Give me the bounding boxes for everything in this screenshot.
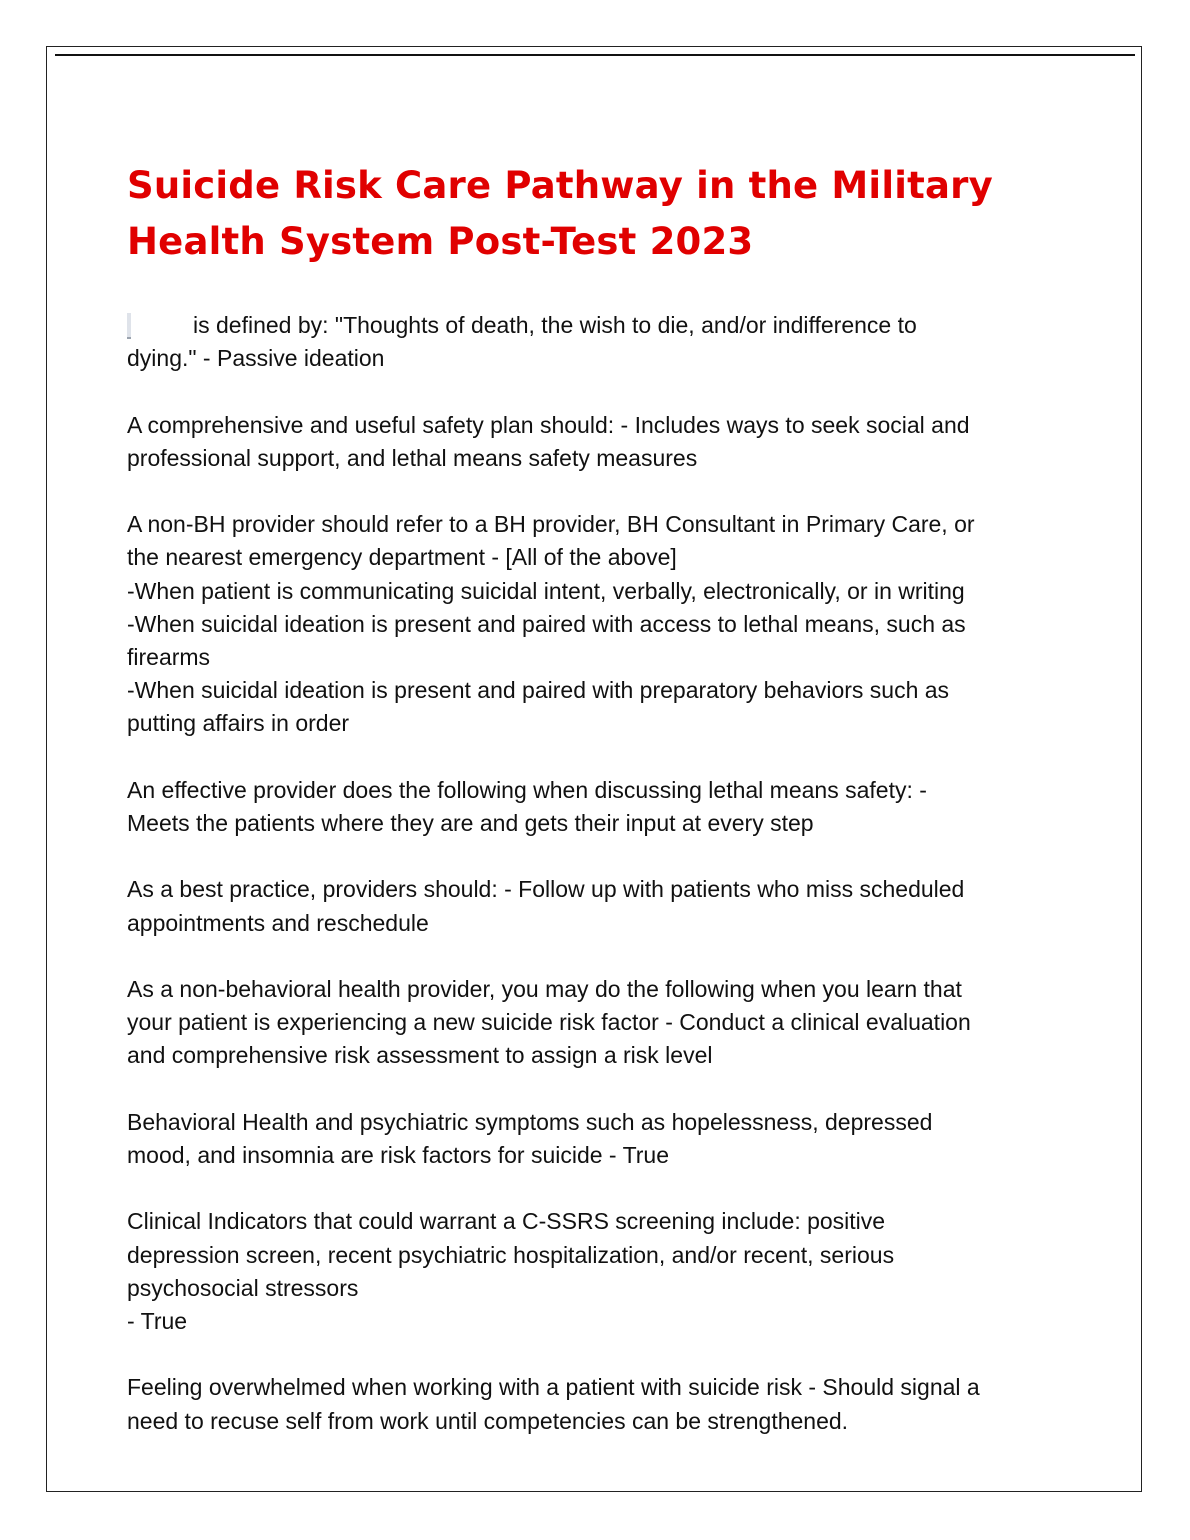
qa-item — [127, 774, 1077, 840]
qa-item — [127, 1205, 1077, 1338]
qa-line: - True — [127, 1307, 188, 1334]
blank-placeholder — [127, 313, 131, 339]
qa-line: need to recuse self from work until competencies can be strengthened. — [127, 1407, 849, 1434]
qa-item — [127, 1106, 1077, 1172]
qa-line: -When suicidal ideation is present and paired with preparatory behaviors such as — [127, 677, 950, 704]
title-line-1: Suicide Risk Care Pathway in the Military — [127, 164, 993, 207]
qa-line: Meets the patients where they are and gets their input at every step — [127, 810, 814, 836]
qa-line: -When patient is communicating suicidal intent, verbally, electronically, or in writing — [127, 577, 965, 604]
qa-line: psychosocial stressors — [127, 1274, 359, 1301]
qa-line: Clinical Indicators that could warrant a C-SSRS screening include: positive — [127, 1208, 886, 1235]
qa-item — [127, 873, 1077, 939]
qa-line: mood, and insomnia are risk factors for suicide - True — [127, 1141, 670, 1168]
qa-line: A non-BH provider should refer to a BH provider, BH Consultant in Primary Care, or — [127, 511, 975, 538]
qa-line: appointments and reschedule — [127, 909, 429, 936]
qa-item — [127, 309, 1077, 375]
qa-item — [127, 1371, 1077, 1437]
qa-line: your patient is experiencing a new suicide risk factor - Conduct a clinical evaluation — [127, 1009, 971, 1036]
qa-line: the nearest emergency department - [All of the above] — [127, 544, 677, 571]
qa-item — [127, 409, 1077, 475]
qa-line: A comprehensive and useful safety plan should: - Includes ways to seek social and — [127, 411, 970, 438]
qa-line: firearms — [127, 644, 211, 670]
qa-line: is defined by: "Thoughts of death, the wish to die, and/or indifference to — [193, 312, 917, 338]
qa-line: -When suicidal ideation is present and paired with access to lethal means, such as — [127, 610, 966, 637]
qa-line: As a best practice, providers should: - Follow up with patients who miss scheduled — [127, 876, 965, 903]
document-title — [127, 158, 1087, 270]
qa-line: dying." - Passive ideation — [127, 345, 385, 372]
qa-line: professional support, and lethal means safety measures — [127, 444, 698, 471]
qa-list — [127, 309, 1077, 1471]
qa-line: putting affairs in order — [127, 710, 350, 737]
qa-line: Behavioral Health and psychiatric symptoms such as hopelessness, depressed — [127, 1108, 933, 1135]
qa-line: Feeling overwhelmed when working with a patient with suicide risk - Should signal a — [127, 1374, 980, 1401]
qa-line: depression screen, recent psychiatric hospitalization, and/or recent, serious — [127, 1241, 895, 1268]
qa-item — [127, 508, 1077, 740]
title-line-2: Health System Post-Test 2023 — [127, 220, 754, 263]
qa-line: and comprehensive risk assessment to assign a risk level — [127, 1042, 713, 1069]
qa-item — [127, 973, 1077, 1073]
qa-line: As a non-behavioral health provider, you may do the following when you learn that — [127, 975, 962, 1002]
top-rule — [55, 54, 1135, 56]
qa-line: An effective provider does the following when discussing lethal means safety: - — [127, 776, 927, 803]
